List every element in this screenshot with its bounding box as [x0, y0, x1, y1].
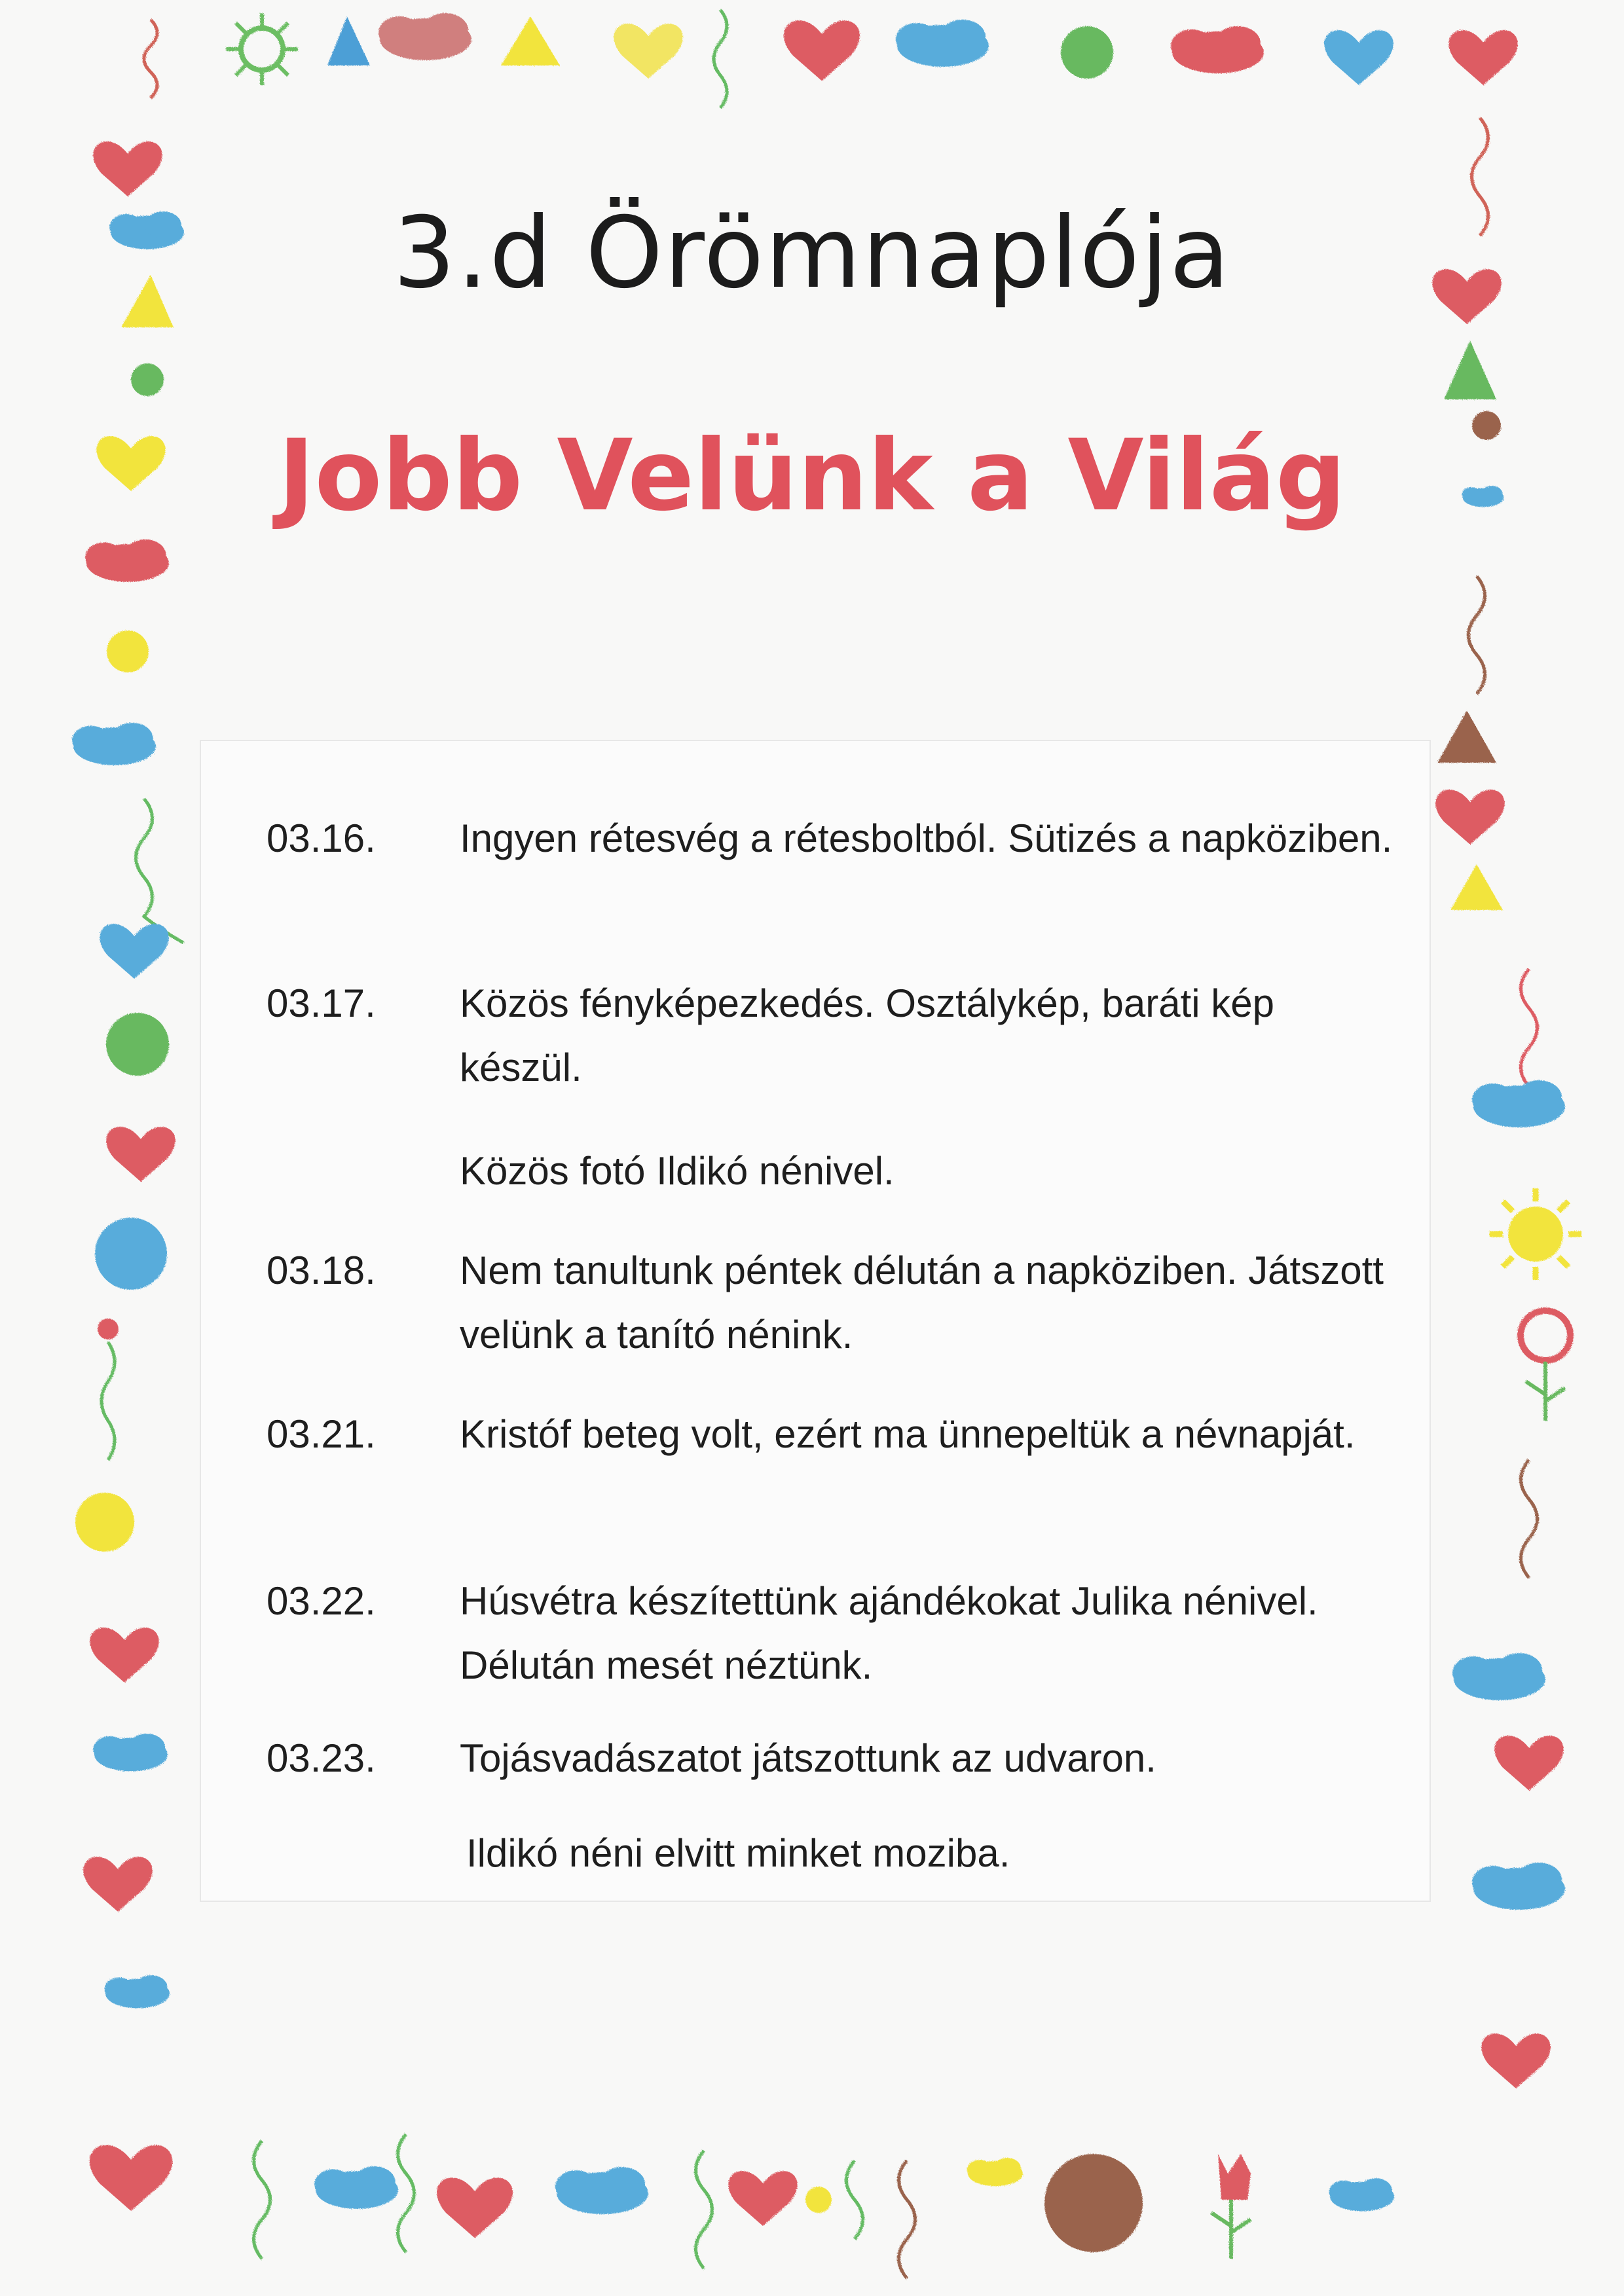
- heart-icon: [614, 24, 682, 79]
- triangle-icon: [1437, 710, 1496, 763]
- entry-text: Tojásvadászatot játszottunk az udvaron.: [460, 1736, 1156, 1780]
- heart-icon: [728, 2171, 797, 2226]
- heart-icon: [1481, 2033, 1550, 2088]
- cloud-icon: [1452, 1653, 1545, 1700]
- entry-text: Ildikó néni elvitt minket moziba.: [466, 1831, 1010, 1875]
- heart-icon: [784, 20, 860, 81]
- squiggle-icon: [136, 799, 184, 943]
- squiggle-icon: [1521, 969, 1538, 1087]
- squiggle-icon: [714, 10, 727, 108]
- entry-date: 03.22.: [267, 1579, 376, 1623]
- circle-icon: [95, 1218, 167, 1290]
- triangle-icon: [501, 16, 560, 65]
- cloud-icon: [1472, 1080, 1565, 1127]
- cloud-icon: [967, 2158, 1023, 2186]
- squiggle-icon: [101, 1342, 115, 1460]
- squiggle-icon: [1521, 1460, 1538, 1578]
- circle-icon: [1044, 2154, 1143, 2252]
- cloud-icon: [1462, 486, 1504, 507]
- entry-text: Kristóf beteg volt, ezért ma ünnepeltük a névnapját.: [460, 1412, 1356, 1456]
- heart-icon: [93, 141, 162, 196]
- circle-icon: [805, 2187, 832, 2213]
- squiggle-icon: [254, 2141, 270, 2259]
- squiggle-icon: [899, 2160, 915, 2278]
- entry-date: 03.23.: [267, 1736, 376, 1780]
- cloud-icon: [85, 539, 169, 582]
- entry-date: 03.18.: [267, 1248, 376, 1292]
- triangle-icon: [327, 16, 370, 65]
- cloud-icon: [896, 20, 989, 67]
- page-title: 3.d Örömnaplója: [393, 196, 1231, 310]
- triangle-icon: [1450, 864, 1503, 910]
- cloud-icon: [93, 1734, 168, 1772]
- page-subtitle: Jobb Velünk a Világ: [278, 419, 1346, 533]
- circle-icon: [1061, 26, 1113, 79]
- cloud-icon: [105, 1975, 170, 2008]
- cloud-icon: [1329, 2178, 1394, 2211]
- entry-text: Nem tanultunk péntek délután a napköziben. Játszott velünk a tanító nénink.: [460, 1248, 1384, 1357]
- heart-icon: [100, 924, 168, 979]
- entry-text: Közös fényképezkedés. Osztálykép, baráti kép készül.: [460, 981, 1275, 1089]
- flower-icon: [98, 1319, 119, 1339]
- squiggle-icon: [1469, 576, 1485, 694]
- heart-icon: [106, 1127, 175, 1182]
- cloud-icon: [378, 13, 471, 60]
- cloud-icon: [109, 211, 184, 249]
- entry-date: 03.21.: [267, 1412, 376, 1456]
- cloud-icon: [1171, 26, 1264, 73]
- entry-text: Ingyen rétesvég a rétesboltból. Sütizés a napköziben.: [460, 816, 1393, 860]
- cloud-icon: [72, 723, 156, 765]
- entry-date: 03.16.: [267, 816, 376, 860]
- flower-icon: [1521, 1311, 1570, 1421]
- heart-icon: [90, 1628, 158, 1683]
- squiggle-icon: [696, 2151, 712, 2269]
- cloud-icon: [555, 2167, 648, 2214]
- triangle-icon: [1444, 340, 1496, 399]
- sun-icon: [1490, 1188, 1581, 1280]
- entry-text: Közös fotó Ildikó nénivel.: [460, 1149, 895, 1193]
- circle-icon: [75, 1493, 134, 1552]
- heart-icon: [1324, 30, 1393, 85]
- squiggle-icon: [847, 2160, 863, 2239]
- flower-icon: [1211, 2154, 1251, 2259]
- heart-icon: [437, 2178, 513, 2238]
- triangle-icon: [121, 275, 174, 327]
- heart-icon: [1494, 1736, 1563, 1791]
- cloud-icon: [314, 2166, 398, 2209]
- squiggle-icon: [1472, 118, 1488, 236]
- heart-icon: [1449, 30, 1517, 85]
- heart-icon: [96, 436, 165, 491]
- sun-icon: [226, 13, 298, 85]
- circle-icon: [131, 363, 164, 396]
- squiggle-icon: [144, 20, 157, 98]
- heart-icon: [1432, 269, 1501, 324]
- heart-icon: [90, 2145, 173, 2211]
- cloud-icon: [1472, 1863, 1565, 1910]
- heart-icon: [83, 1857, 152, 1912]
- circle-icon: [1472, 411, 1501, 440]
- heart-icon: [1435, 790, 1504, 845]
- squiggle-icon: [398, 2134, 415, 2252]
- circle-icon: [107, 630, 149, 672]
- entry-date: 03.17.: [267, 981, 376, 1025]
- entry-text: Húsvétra készítettünk ajándékokat Julika nénivel. Délután mesét néztünk.: [460, 1579, 1318, 1687]
- circle-icon: [106, 1013, 169, 1076]
